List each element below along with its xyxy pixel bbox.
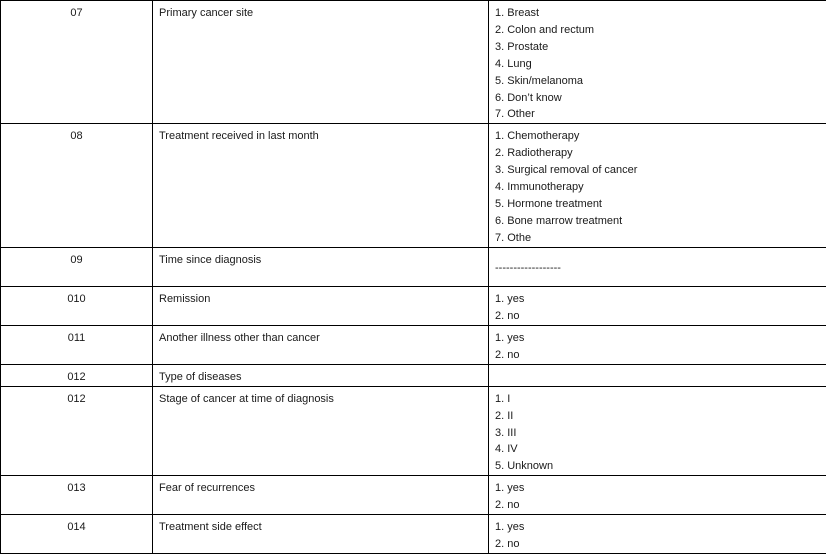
options-cell bbox=[489, 476, 826, 515]
question-label: Treatment received in last month bbox=[153, 124, 489, 247]
option-item: 1. Chemotherapy bbox=[495, 128, 820, 145]
item-code: 012 bbox=[1, 364, 153, 386]
table-row bbox=[1, 325, 826, 364]
options-cell bbox=[489, 364, 826, 386]
answer-blank-line: ------------------ bbox=[495, 260, 820, 277]
option-item: 2. II bbox=[495, 408, 820, 425]
option-item: 1. yes bbox=[495, 330, 820, 347]
option-item: 1. Breast bbox=[495, 5, 820, 22]
question-label: Stage of cancer at time of diagnosis bbox=[153, 386, 489, 476]
option-item: 4. Lung bbox=[495, 56, 820, 73]
question-label: Fear of recurrences bbox=[153, 476, 489, 515]
option-item: 2. no bbox=[495, 497, 820, 514]
question-label: Type of diseases bbox=[153, 364, 489, 386]
option-item: 2. no bbox=[495, 347, 820, 364]
table-row bbox=[1, 124, 826, 247]
option-item: 1. yes bbox=[495, 291, 820, 308]
options-cell bbox=[489, 124, 826, 247]
table-row bbox=[1, 247, 826, 286]
table-row bbox=[1, 386, 826, 476]
table-row bbox=[1, 286, 826, 325]
item-code: 09 bbox=[1, 247, 153, 286]
item-code: 07 bbox=[1, 1, 153, 124]
table-row bbox=[1, 1, 826, 124]
options-cell bbox=[489, 386, 826, 476]
option-item: 7. Othe bbox=[495, 230, 820, 247]
option-item: 5. Unknown bbox=[495, 458, 820, 475]
answer-blank-cell bbox=[489, 247, 826, 286]
item-code: 014 bbox=[1, 515, 153, 554]
table-row bbox=[1, 476, 826, 515]
option-item: 6. Don’t know bbox=[495, 90, 820, 107]
item-code: 012 bbox=[1, 386, 153, 476]
option-item: 1. I bbox=[495, 391, 820, 408]
option-item: 4. IV bbox=[495, 441, 820, 458]
question-label: Primary cancer site bbox=[153, 1, 489, 124]
option-item: 3. Surgical removal of cancer bbox=[495, 162, 820, 179]
option-item: 3. Prostate bbox=[495, 39, 820, 56]
item-code: 013 bbox=[1, 476, 153, 515]
question-label: Time since diagnosis bbox=[153, 247, 489, 286]
item-code: 010 bbox=[1, 286, 153, 325]
option-item: 2. Radiotherapy bbox=[495, 145, 820, 162]
option-item: 4. Immunotherapy bbox=[495, 179, 820, 196]
options-cell bbox=[489, 286, 826, 325]
table-row bbox=[1, 515, 826, 554]
option-item: 1. yes bbox=[495, 519, 820, 536]
item-code: 08 bbox=[1, 124, 153, 247]
option-item: 1. yes bbox=[495, 480, 820, 497]
option-item: 5. Hormone treatment bbox=[495, 196, 820, 213]
table-row bbox=[1, 364, 826, 386]
question-label: Treatment side effect bbox=[153, 515, 489, 554]
options-cell bbox=[489, 325, 826, 364]
option-item: 7. Other bbox=[495, 106, 820, 123]
option-item: 6. Bone marrow treatment bbox=[495, 213, 820, 230]
option-item: 2. no bbox=[495, 308, 820, 325]
option-item: 5. Skin/melanoma bbox=[495, 73, 820, 90]
options-cell bbox=[489, 1, 826, 124]
option-item: 3. III bbox=[495, 425, 820, 442]
question-label: Remission bbox=[153, 286, 489, 325]
option-item: 2. Colon and rectum bbox=[495, 22, 820, 39]
question-label: Another illness other than cancer bbox=[153, 325, 489, 364]
item-code: 011 bbox=[1, 325, 153, 364]
options-cell bbox=[489, 515, 826, 554]
option-item: 2. no bbox=[495, 536, 820, 553]
